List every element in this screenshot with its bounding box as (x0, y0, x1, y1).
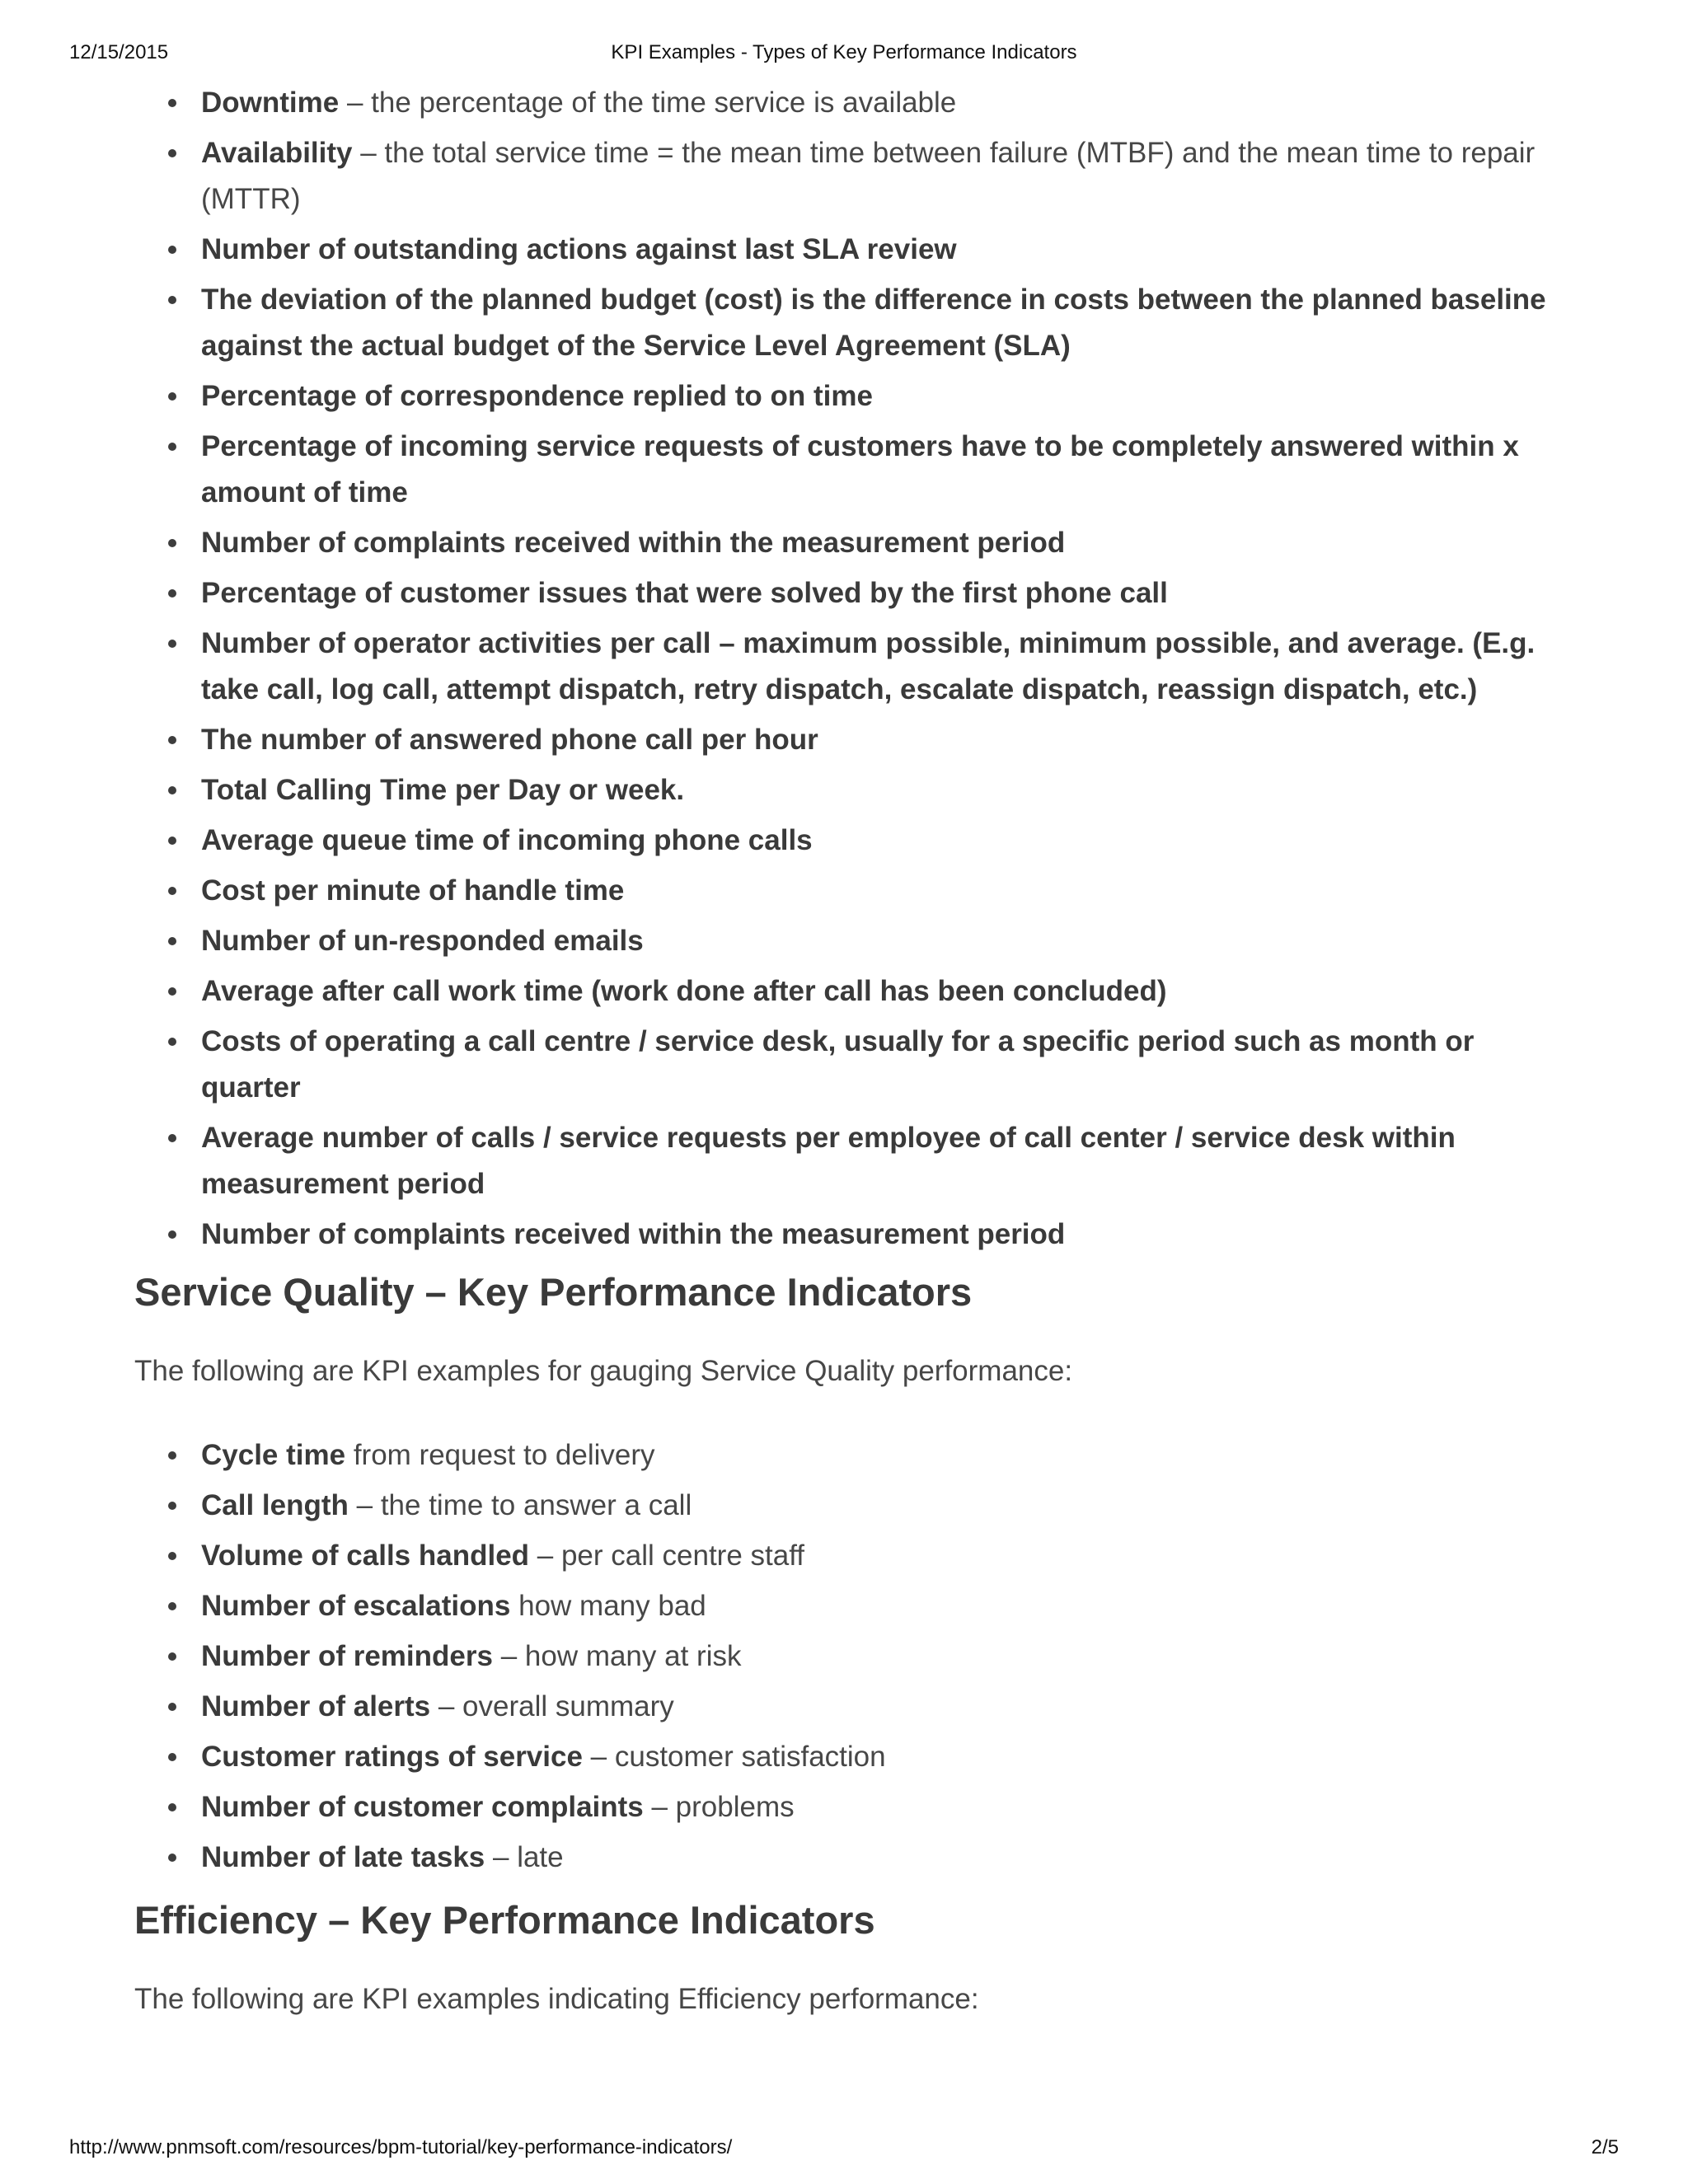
section-heading-efficiency: Efficiency – Key Performance Indicators (134, 1898, 875, 1942)
section-intro-efficiency: The following are KPI examples indicating Efficiency performance: (134, 1983, 979, 2015)
list-item: Costs of operating a call centre / service desk, usually for a specific period such as month or quarter (134, 1019, 1568, 1111)
list-item: Cost per minute of handle time (134, 868, 1568, 914)
article-body (134, 80, 1568, 2022)
list-item: Volume of calls handled – per call centre staff (134, 1533, 1568, 1579)
list-item: Total Calling Time per Day or week. (134, 767, 1568, 813)
list-item: Average after call work time (work done after call has been concluded) (134, 968, 1568, 1015)
list-item: Downtime – the percentage of the time service is available (134, 80, 1568, 126)
list-item: Number of reminders – how many at risk (134, 1633, 1568, 1680)
list-item: Customer ratings of service – customer satisfaction (134, 1734, 1568, 1780)
section-heading-service-quality: Service Quality – Key Performance Indicators (134, 1270, 973, 1314)
list-item: Availability – the total service time = the mean time between failure (MTBF) and the mean time to repair (MTTR) (134, 130, 1568, 223)
kpi-list-service-quality (134, 1432, 1568, 1881)
list-item: Number of alerts – overall summary (134, 1684, 1568, 1730)
print-header (69, 41, 1619, 66)
list-item: Number of complaints received within the measurement period (134, 520, 1568, 566)
list-item: Percentage of correspondence replied to on time (134, 373, 1568, 419)
kpi-list-general (134, 80, 1568, 1258)
list-item: Number of outstanding actions against last SLA review (134, 227, 1568, 273)
page-number: 2/5 (1591, 2136, 1619, 2158)
list-item: Number of operator activities per call – maximum possible, minimum possible, and average. (E.g. take call, log call, attempt dispatch, retry dispatch, escalate dispatch, reassign dispatch, etc.) (134, 621, 1568, 713)
list-item: Number of customer complaints – problems (134, 1784, 1568, 1830)
list-item: Call length – the time to answer a call (134, 1483, 1568, 1529)
list-item: Percentage of customer issues that were solved by the first phone call (134, 570, 1568, 616)
list-item: Average number of calls / service requests per employee of call center / service desk within measurement period (134, 1115, 1568, 1207)
list-item: Average queue time of incoming phone calls (134, 818, 1568, 864)
list-item: Percentage of incoming service requests of customers have to be completely answered within x amount of time (134, 424, 1568, 516)
list-item: The deviation of the planned budget (cost) is the difference in costs between the planned baseline against the actual budget of the Service Level Agreement (SLA) (134, 277, 1568, 369)
print-url: http://www.pnmsoft.com/resources/bpm-tutorial/key-performance-indicators/ (69, 2136, 733, 2158)
section-intro-service-quality: The following are KPI examples for gauging Service Quality performance: (134, 1355, 1073, 1387)
list-item: Number of complaints received within the measurement period (134, 1212, 1568, 1258)
print-page-title: KPI Examples - Types of Key Performance Indicators (611, 41, 1077, 63)
list-item: Number of un-responded emails (134, 918, 1568, 964)
list-item: Cycle time from request to delivery (134, 1432, 1568, 1479)
list-item: The number of answered phone call per hour (134, 717, 1568, 763)
list-item: Number of escalations how many bad (134, 1583, 1568, 1629)
print-date: 12/15/2015 (69, 41, 169, 63)
print-footer (69, 2136, 1619, 2161)
list-item: Number of late tasks – late (134, 1835, 1568, 1881)
